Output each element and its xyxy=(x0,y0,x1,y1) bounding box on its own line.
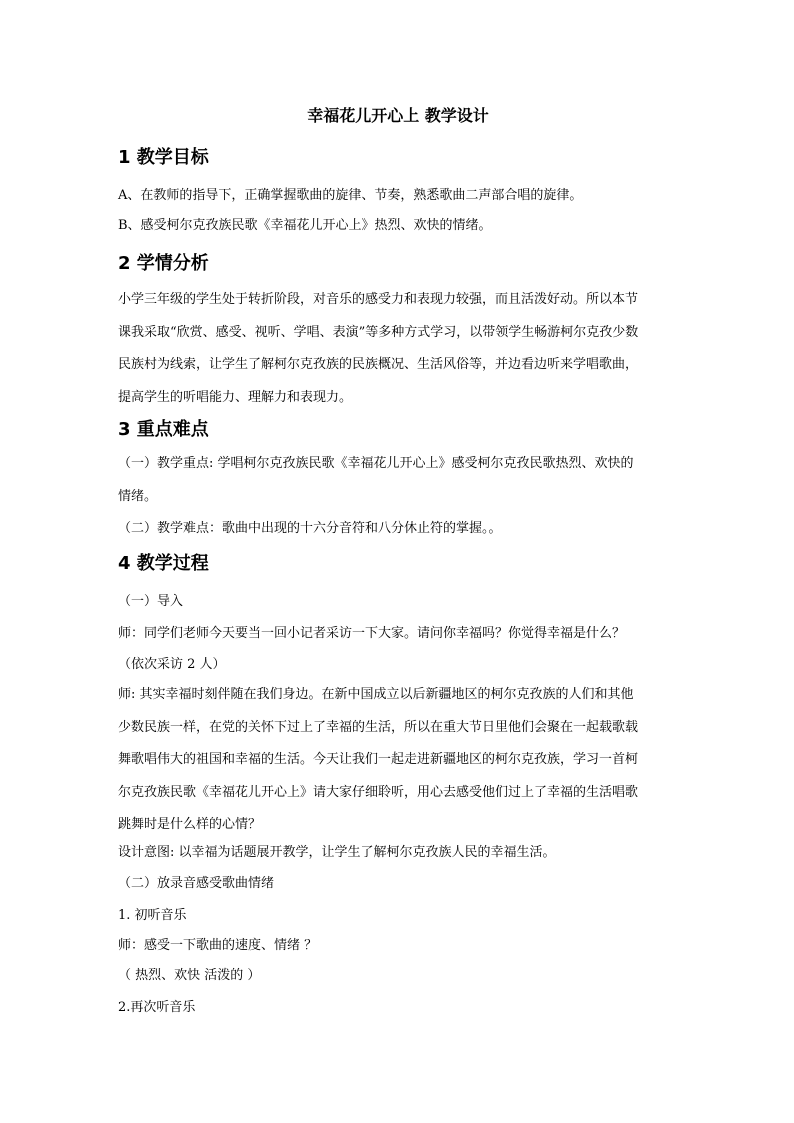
intro-label: （一）导入 xyxy=(118,594,184,609)
step2-label: 2.再次听音乐 xyxy=(118,1000,196,1015)
teacher-line: 舞歌唱伟大的祖国和幸福的生活。今天让我们一起走进新疆地区的柯尔克孜族，学习一首柯 xyxy=(118,752,639,767)
teacher-line: 少数民族一样，在党的关怀下过上了幸福的生活，所以在重大节日里他们会聚在一起载歌载 xyxy=(118,719,639,735)
focus-line: 情绪。 xyxy=(118,488,158,504)
teacher-question: 师：同学们老师今天要当一回小记者采访一下大家。请问你幸福吗？你觉得幸福是什么？ xyxy=(118,626,626,641)
analysis-line: 小学三年级的学生处于转折阶段，对音乐的感受力和表现力较强，而且活泼好动。所以本节 xyxy=(118,292,639,307)
document-title: 幸福花儿开心上 教学设计 xyxy=(307,106,489,125)
teacher-line: 跳舞时是什么样的心情？ xyxy=(118,817,262,832)
section-heading-goals: 1 教学目标 xyxy=(118,147,209,168)
section-heading-keypoints: 3 重点难点 xyxy=(118,419,209,440)
analysis-line: 提高学生的听唱能力、理解力和表现力。 xyxy=(118,389,353,405)
part2-label: （二）放录音感受歌曲情绪 xyxy=(118,876,275,891)
analysis-paragraph xyxy=(118,284,678,414)
step1-question: 师：感受一下歌曲的速度、情绪 ？ xyxy=(118,938,318,953)
section-heading-process: 4 教学过程 xyxy=(118,553,209,574)
analysis-line: 课我采取“欣赏、感受、视听、学唱、表演”等多种方式学习，以带领学生畅游柯尔克孜少数 xyxy=(118,324,639,340)
step1-answer: （ 热烈、欢快 活泼的 ） xyxy=(118,968,261,983)
analysis-line: 民族村为线索，让学生了解柯尔克孜族的民族概况、生活风俗等，并边看边听来学唱歌曲， xyxy=(118,357,639,372)
teacher-line: 尔克孜族民歌《幸福花儿开心上》请大家仔细聆听，用心去感受他们过上了幸福的生活唱歌 xyxy=(118,784,639,800)
interview-note: （依次采访 2 人） xyxy=(118,657,226,672)
focus-line: （一）教学重点: 学唱柯尔克孜族民歌《幸福花儿开心上》感受柯尔克孜民歌热烈、欢快的 xyxy=(118,456,634,471)
focus-paragraph xyxy=(118,448,678,513)
teacher-paragraph xyxy=(118,679,678,842)
section-heading-analysis: 2 学情分析 xyxy=(118,253,209,274)
teacher-line: 师: 其实幸福时刻伴随在我们身边。在新中国成立以后新疆地区的柯尔克孜族的人们和其他 xyxy=(118,687,634,702)
difficulty-text: （二）教学难点：歌曲中出现的十六分音符和八分休止符的掌握。。 xyxy=(118,521,502,536)
goal-b: B、感受柯尔克孜族民歌《幸福花儿开心上》热烈、欢快的情绪。 xyxy=(118,218,492,233)
step1-label: 1. 初听音乐 xyxy=(118,908,187,923)
goal-a: A、在教师的指导下，正确掌握歌曲的旋律、节奏，熟悉歌曲二声部合唱的旋律。 xyxy=(118,188,583,203)
design-intent: 设计意图: 以幸福为话题展开教学，让学生了解柯尔克孜族人民的幸福生活。 xyxy=(118,845,556,860)
